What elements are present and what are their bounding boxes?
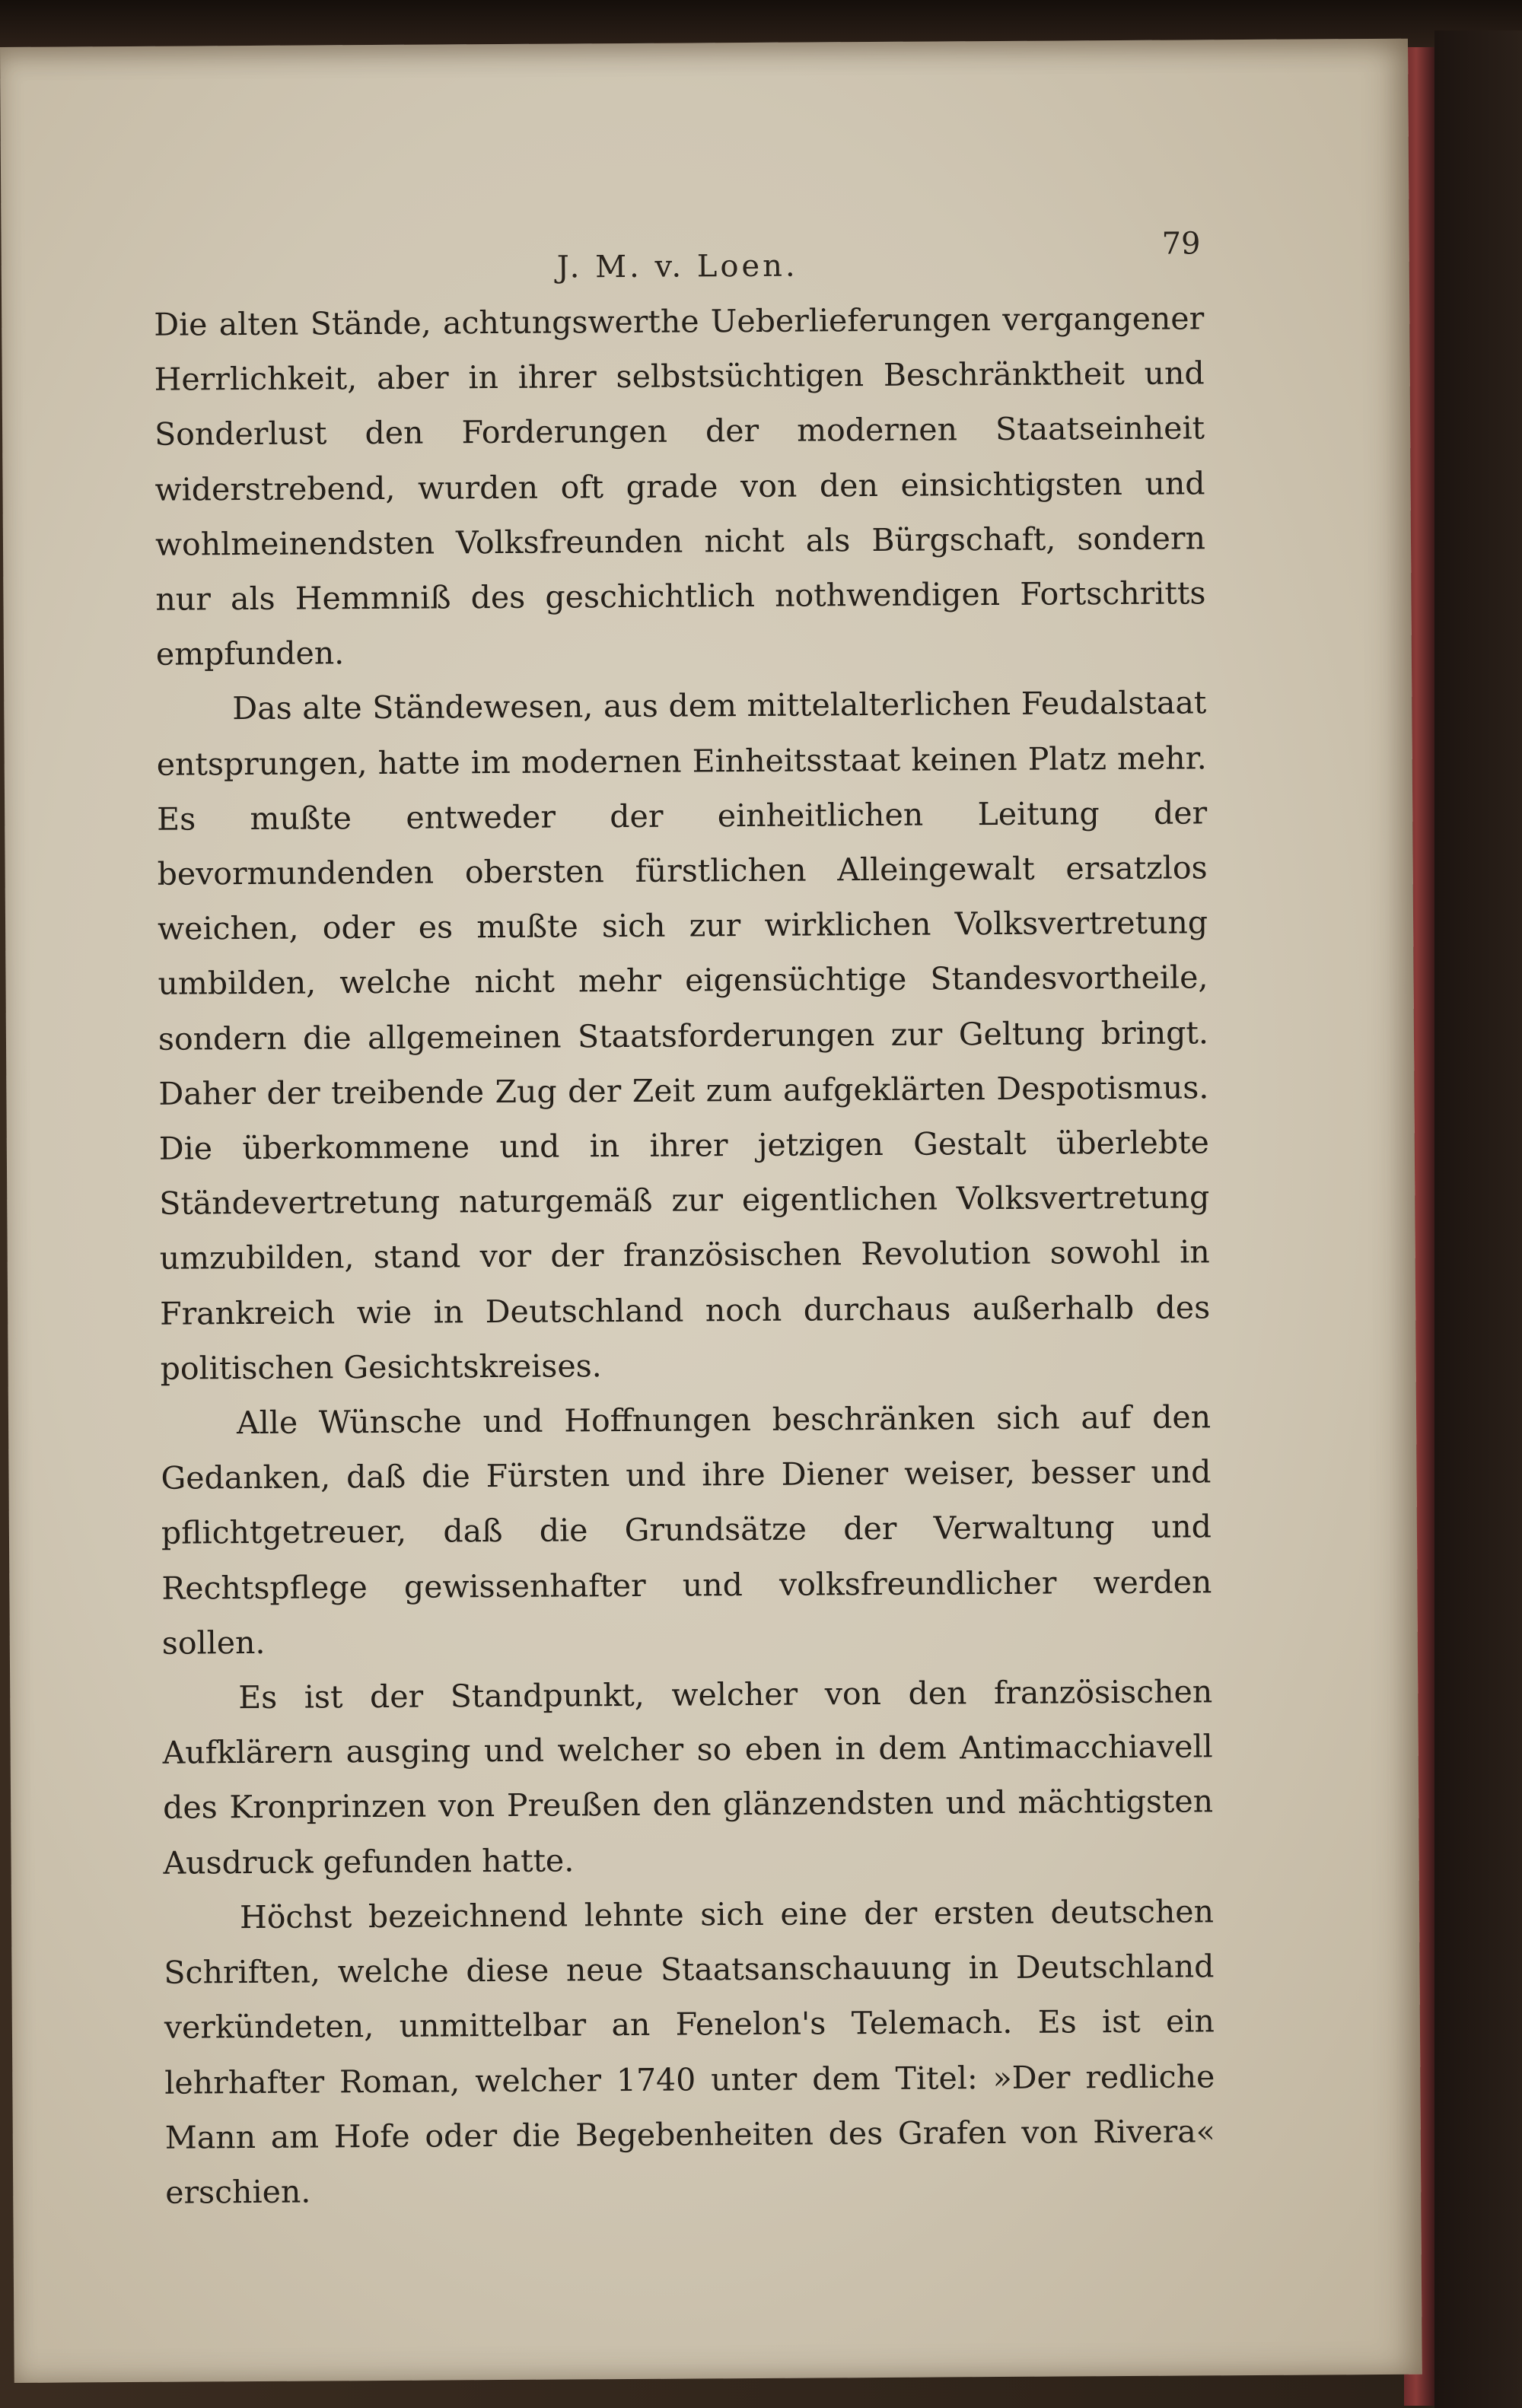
page-header: [153, 196, 1203, 285]
paragraph-1: Die alten Stände, achtungswerthe Ueberlieferungen vergangener Herrlichkeit, aber in ihrer selbstsüchtigen Beschränktheit und Sonderlust den Forderungen der modernen Staatseinheit widerstrebend, wurden oft grade von den einsichtigsten und wohlmeinendsten Volksfreunden nicht als Bürgschaft, sondern nur als Hemmniß des geschichtlich nothwendigen Fortschritts empfunden.: [154, 300, 1206, 673]
running-title: J. M. v. Loen.: [556, 248, 798, 285]
book-cover: [1434, 30, 1522, 2408]
paragraph-3: Alle Wünsche und Hoffnungen beschränken sich auf den Gedanken, daß die Fürsten und ihre Diener weiser, besser und pflichtgetreuer, daß die Grundsätze der Verwaltung und Rechtspflege gewissenhafter und volksfreundlicher werden sollen.: [161, 1398, 1212, 1662]
paragraph-2: Das alte Ständewesen, aus dem mittelalterlichen Feudalstaat entsprungen, hatte im modernen Einheitsstaat keinen Platz mehr. Es mußte entweder der einheitlichen Leitung der bevormundenden obersten fürstlichen Alleingewalt ersatzlos weichen, oder es mußte sich zur wirklichen Volksvertretung umbilden, welche nicht mehr eigensüchtige Standesvortheile, sondern die allgemeinen Staatsforderungen zur Geltung bringt. Daher der treibende Zug der Zeit zum aufgeklärten Despotismus. Die überkommene und in ihrer jetzigen Gestalt überlebte Ständevertretung naturgemäß zur eigentlichen Volksvertretung umzubilden, stand vor der französischen Revolution sowohl in Frankreich wie in Deutschland noch durchaus außerhalb des politischen Gesichtskreises.: [156, 684, 1211, 1387]
page-paper: [0, 39, 1422, 2383]
page-number: 79: [1161, 226, 1201, 262]
paragraph-5: Höchst bezeichnend lehnte sich eine der ersten deutschen Schriften, welche diese neue Staatsanschauung in Deutschland verkündeten, unmittelbar an Fenelon's Telemach. Es ist ein lehrhafter Roman, welcher 1740 unter dem Titel: »Der redliche Mann am Hofe oder die Begebenheiten des Grafen von Rivera« erschien.: [164, 1893, 1215, 2211]
paragraph-4: Es ist der Standpunkt, welcher von den französischen Aufklärern ausging und welcher so eben in dem Antimacchiavell des Kronprinzen von Preußen den glänzendsten und mächtigsten Ausdruck gefunden hatte.: [162, 1673, 1214, 1882]
body-text: [154, 291, 1215, 2219]
